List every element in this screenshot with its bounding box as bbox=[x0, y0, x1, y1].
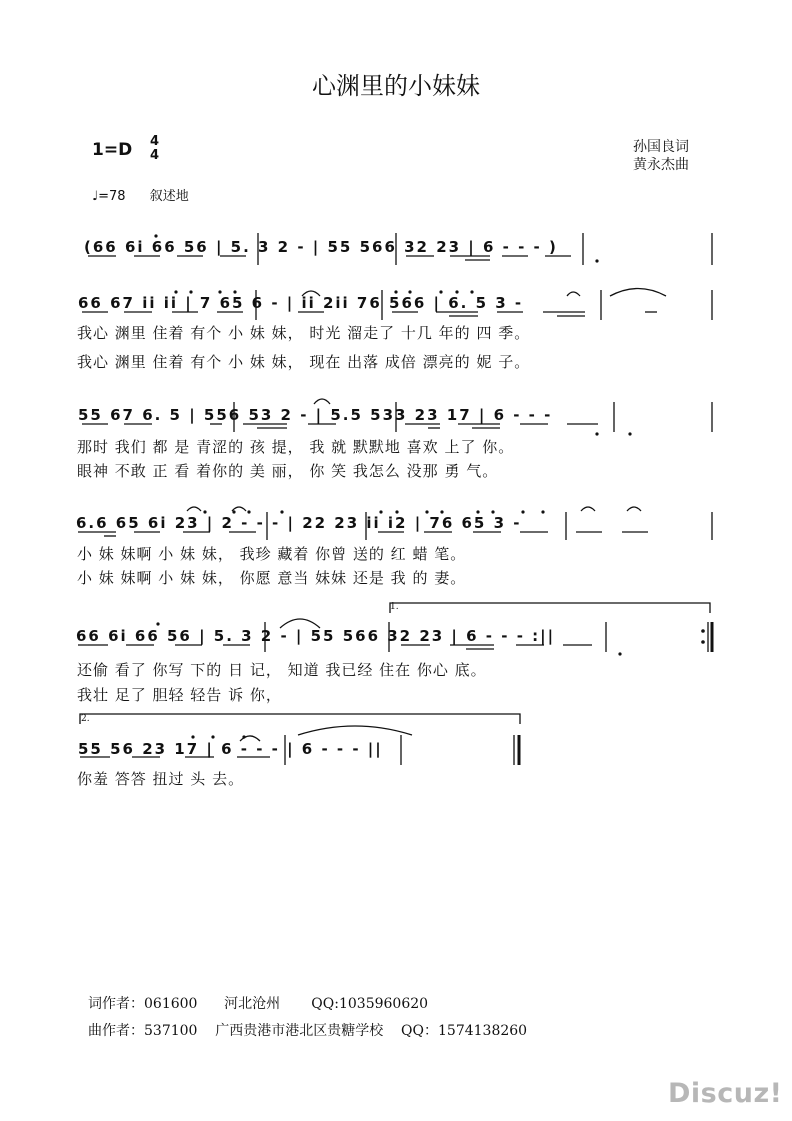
lyrics-line-4-verse-1: 小 妹 妹啊 小 妹 妹， 我珍 藏着 你曾 送的 红 蜡 笔。 bbox=[77, 545, 467, 563]
lyrics-line-6-verse-1: 你羞 答答 扭过 头 去。 bbox=[77, 770, 245, 788]
lyricist-contact: 词作者：061600 河北沧州 QQ:1035960620 bbox=[88, 996, 429, 1012]
lyricist-credit: 孙国良词 bbox=[633, 139, 689, 155]
notation-line-6: 55 56 23 17 | 6 - - - | 6 - - - || bbox=[78, 740, 383, 758]
notation-line-5: 66 6i 66 56 | 5. 3 2 - | 55 566 32 23 | 6 - - - :|| bbox=[76, 627, 556, 645]
notation-line-3: 55 67 6. 5 | 556 53 2 - | 5.5 533 23 17 | 6 - - - bbox=[78, 406, 553, 424]
tempo-value: ♩=78 bbox=[92, 189, 126, 204]
composer-contact: 曲作者：537100 广西贵港市港北区贵糖学校 QQ：1574138260 bbox=[88, 1023, 528, 1039]
song-title: 心渊里的小妹妹 bbox=[312, 72, 480, 100]
key-signature: 1=D bbox=[92, 140, 133, 160]
lyrics-line-5-verse-1: 还偷 看了 你写 下的 日 记， 知道 我已经 住在 你心 底。 bbox=[77, 661, 487, 679]
notation-line-1: (66 6i 66 56 | 5. 3 2 - | 55 566 32 23 | 6 - - - ) bbox=[84, 238, 558, 256]
lyrics-line-2-verse-1: 我心 渊里 住着 有个 小 妹 妹， 时光 溜走了 十几 年的 四 季。 bbox=[77, 324, 531, 342]
volta-1-label: 1. bbox=[390, 602, 399, 612]
lyrics-line-3-verse-2: 眼神 不敢 正 看 着你的 美 丽， 你 笑 我怎么 没那 勇 气。 bbox=[77, 462, 499, 480]
lyrics-line-2-verse-2: 我心 渊里 住着 有个 小 妹 妹， 现在 出落 成倍 漂亮的 妮 子。 bbox=[77, 353, 531, 371]
composer-credit: 黄永杰曲 bbox=[633, 157, 689, 173]
time-bottom: 4 bbox=[150, 148, 160, 163]
lyrics-line-3-verse-1: 那时 我们 都 是 青涩的 孩 提， 我 就 默默地 喜欢 上了 你。 bbox=[77, 438, 515, 456]
notation-line-2: 66 67 ii ii | 7 65 6 - | ii 2ii 76 566 | 6. 5 3 - bbox=[78, 294, 524, 312]
expression-marking: 叙述地 bbox=[149, 189, 189, 204]
notation-line-4: 6.6 65 6i 23 | 2 - - - | 22 23 ii i2 | 76 65 3 - bbox=[76, 514, 522, 532]
lyrics-line-5-verse-2: 我壮 足了 胆轻 轻告 诉 你， bbox=[77, 686, 282, 704]
volta-2-label: 2. bbox=[81, 714, 90, 724]
lyrics-line-4-verse-2: 小 妹 妹啊 小 妹 妹， 你愿 意当 妹妹 还是 我 的 妻。 bbox=[77, 569, 467, 587]
discuz-watermark: Discuz! bbox=[668, 1078, 783, 1109]
time-top: 4 bbox=[150, 134, 160, 149]
